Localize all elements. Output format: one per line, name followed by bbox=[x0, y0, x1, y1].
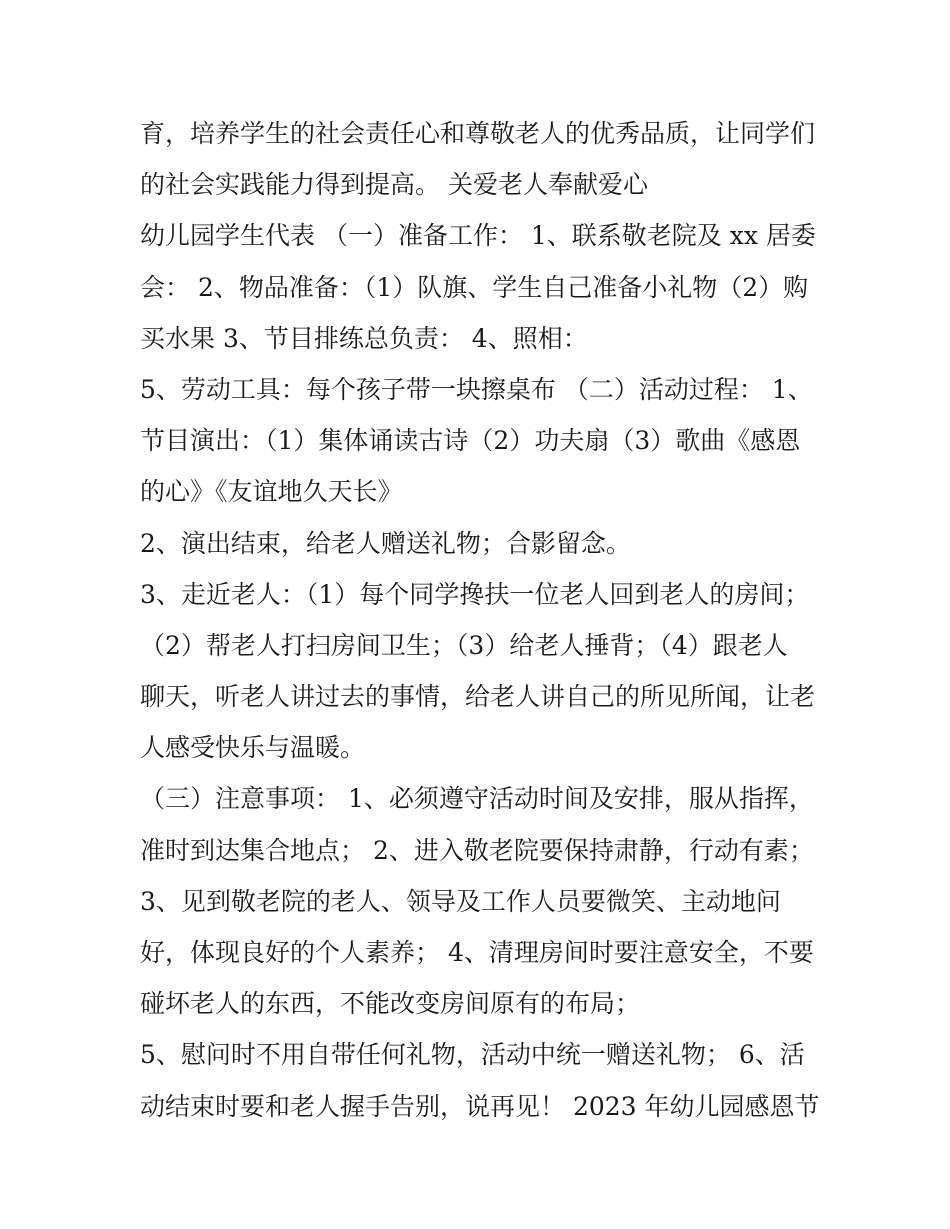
text-line: 5、慰问时不用自带任何礼物，活动中统一赠送礼物； 6、活 bbox=[140, 1040, 805, 1070]
text-line: 的社会实践能力得到提高。 关爱老人奉献爱心 bbox=[140, 170, 648, 200]
text-line: 会： 2、物品准备：（1）队旗、学生自己准备小礼物（2）购 bbox=[140, 272, 809, 302]
text-line: 5、劳动工具：每个孩子带一块擦桌布 （二）活动过程： 1、 bbox=[140, 374, 813, 404]
text-line: 动结束时要和老人握手告别，说再见！ 2023 年幼儿园感恩节 bbox=[140, 1091, 820, 1121]
text-line: 3、走近老人：（1）每个同学搀扶一位老人回到老人的房间； bbox=[140, 579, 810, 609]
text-line: （三）注意事项： 1、必须遵守活动时间及安排，服从指挥， bbox=[140, 784, 814, 814]
text-line: 育，培养学生的社会责任心和尊敬老人的优秀品质，让同学们 bbox=[140, 119, 816, 148]
text-line: 幼儿园学生代表 （一）准备工作： 1、联系敬老院及 xx 居委 bbox=[140, 221, 816, 251]
text-line: 聊天，听老人讲过去的事情，给老人讲自己的所见所闻，让老 bbox=[140, 682, 816, 712]
text-line: （2）帮老人打扫房间卫生；（3）给老人捶背；（4）跟老人 bbox=[140, 630, 788, 660]
document-body bbox=[140, 108, 830, 1132]
text-line: 买水果 3、节目排练总负责： 4、照相： bbox=[140, 323, 588, 353]
text-line: 3、见到敬老院的老人、领导及工作人员要微笑、主动地问 bbox=[140, 886, 781, 916]
text-line: 的心》《友谊地久天长》 bbox=[140, 477, 403, 507]
text-line: 碰坏老人的东西，不能改变房间原有的布局； bbox=[140, 989, 641, 1019]
text-line: 2、演出结束，给老人赠送礼物；合影留念。 bbox=[140, 528, 631, 558]
text-line: 好，体现良好的个人素养； 4、清理房间时要注意安全，不要 bbox=[140, 938, 814, 967]
text-line: 准时到达集合地点； 2、进入敬老院要保持肃静，行动有素； bbox=[140, 835, 814, 865]
text-line: 节目演出：（1）集体诵读古诗（2）功夫扇（3）歌曲《感恩 bbox=[140, 426, 801, 456]
text-line: 人感受快乐与温暖。 bbox=[140, 733, 366, 763]
